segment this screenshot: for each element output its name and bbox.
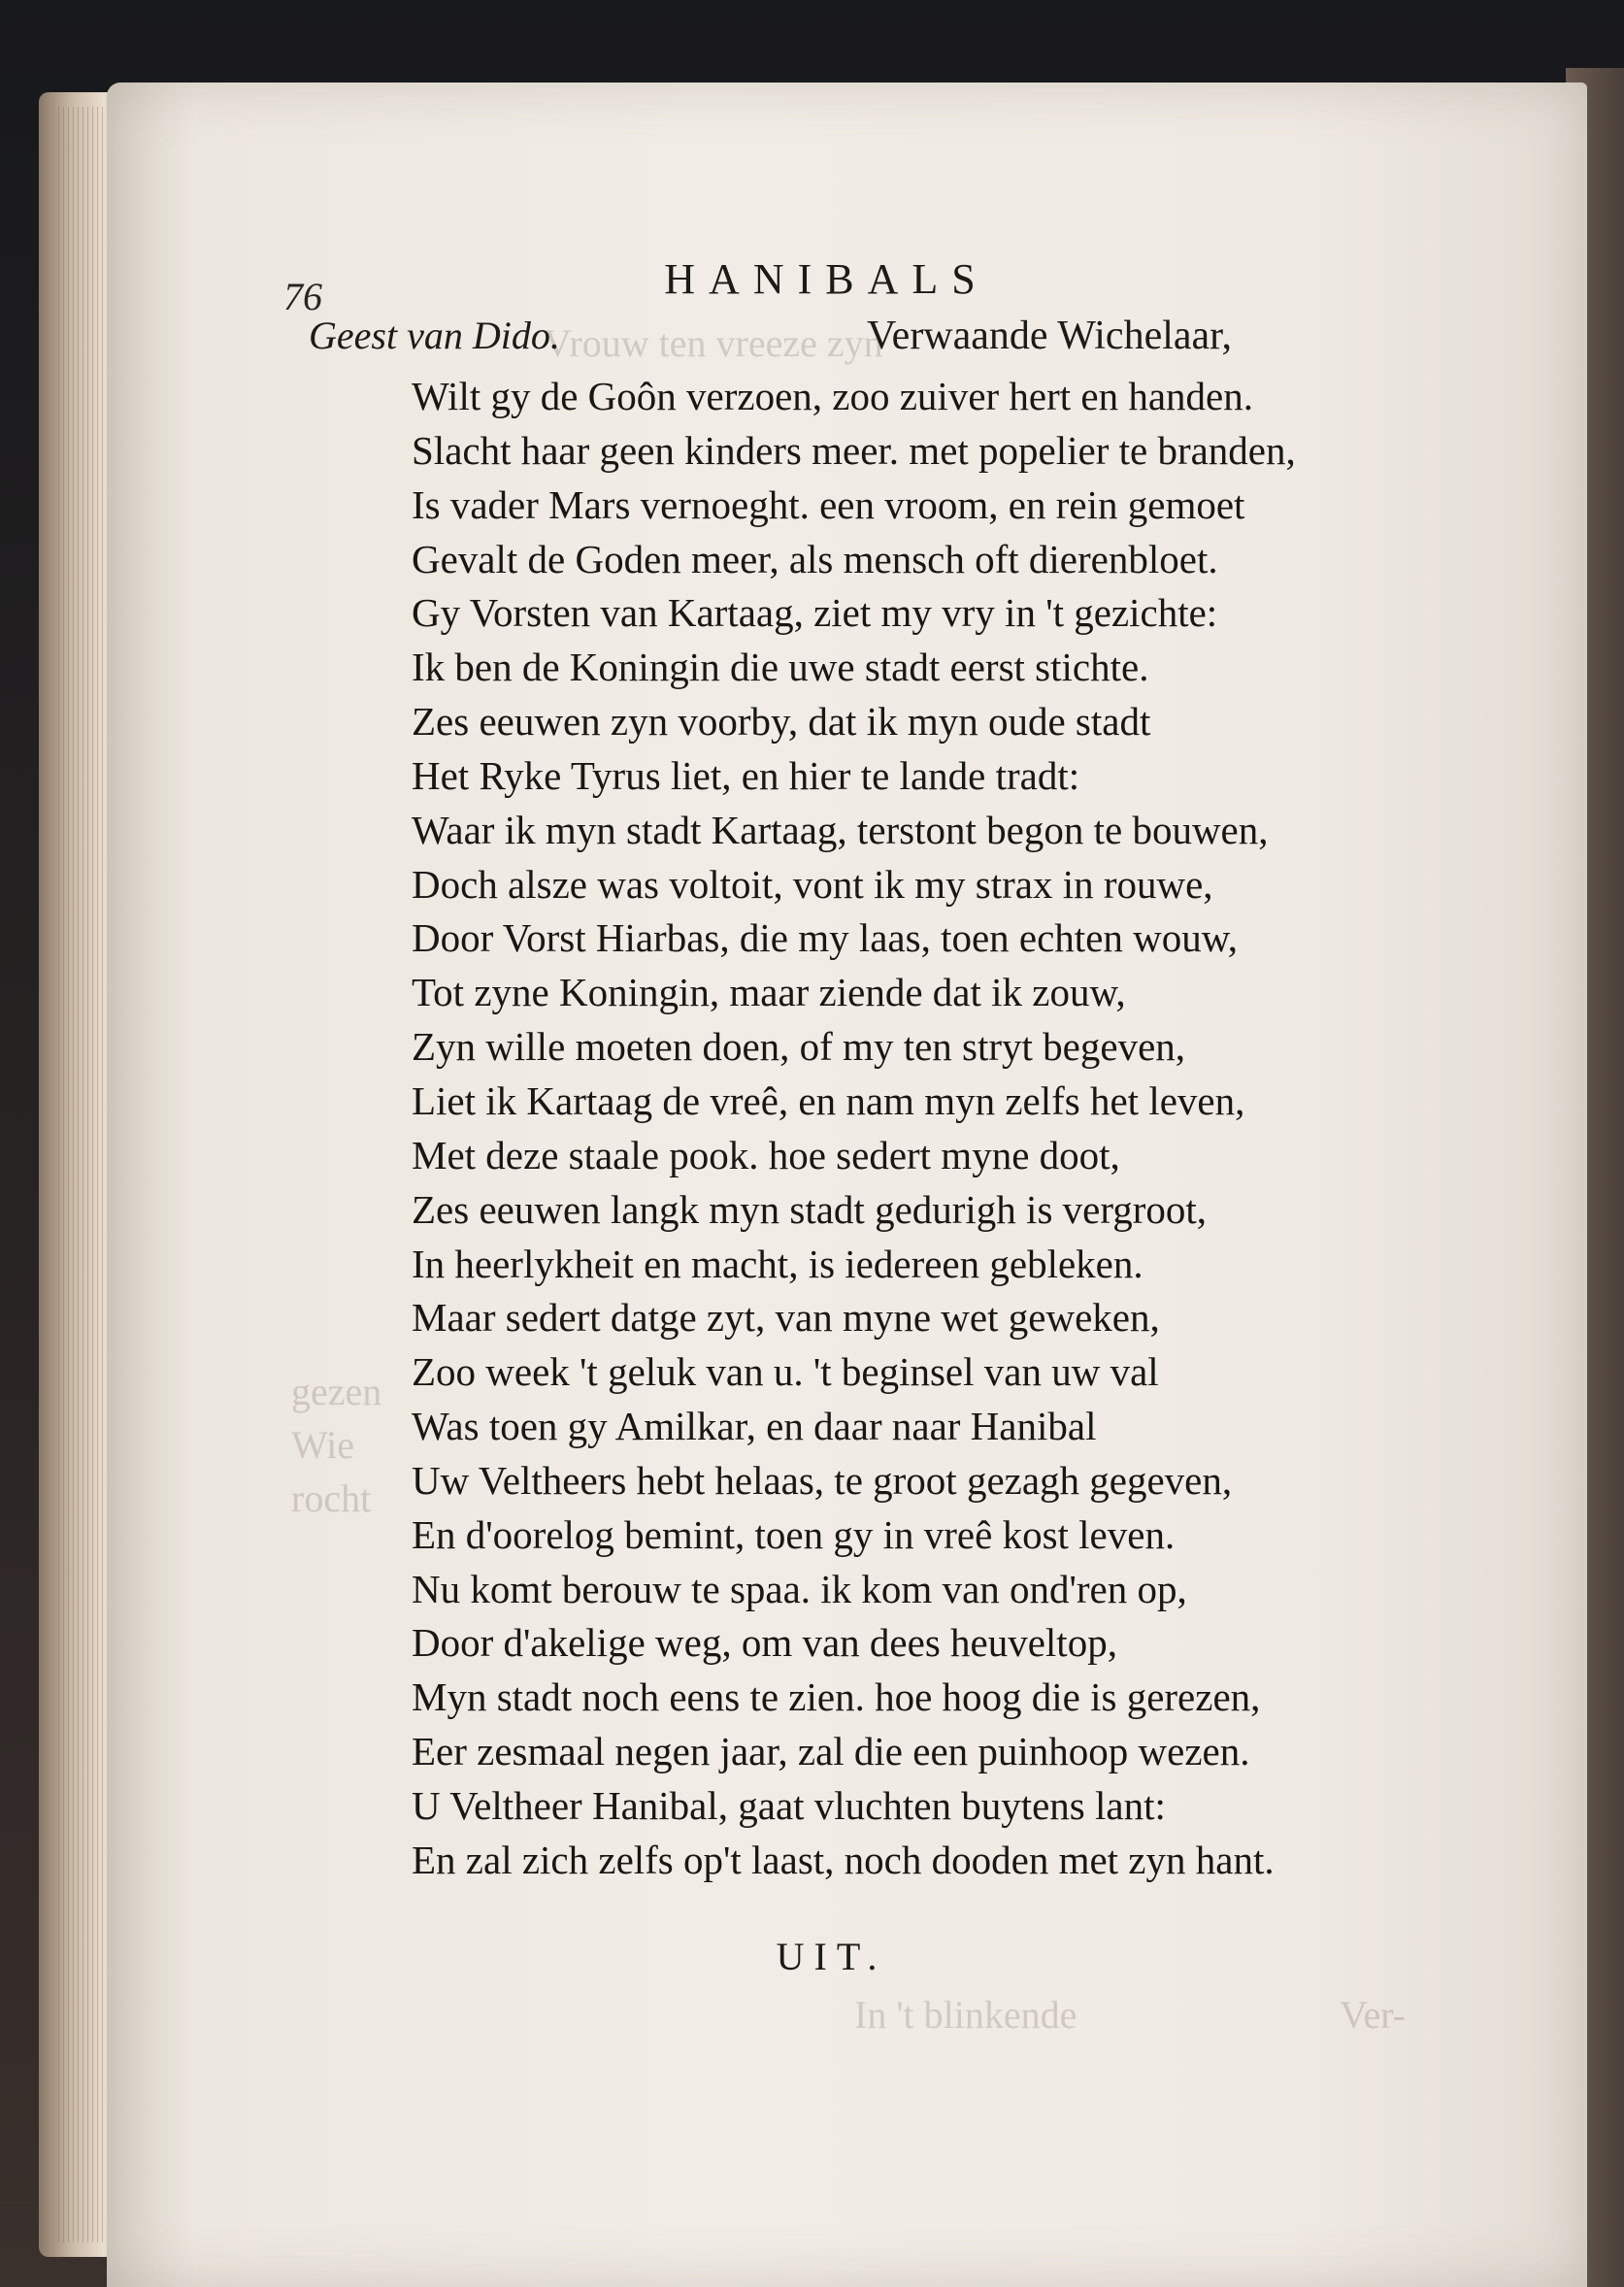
verse-line: Door Vorst Hiarbas, die my laas, toen echten wouw,: [412, 915, 1238, 961]
show-through-text: gezen: [291, 1370, 382, 1413]
verse-line: Gy Vorsten van Kartaag, ziet my vry in 't gezichte:: [412, 590, 1218, 636]
verse-line: Zyn wille moeten doen, of my ten stryt begeven,: [412, 1024, 1186, 1070]
verse-line: Zes eeuwen zyn voorby, dat ik myn oude stadt: [412, 699, 1151, 745]
running-title: HANIBALS: [664, 255, 989, 303]
verse-line: Gevalt de Goden meer, als mensch oft dierenbloet.: [412, 536, 1218, 581]
verse-line: In heerlykheit en macht, is iedereen gebleken.: [412, 1241, 1143, 1286]
verse-line: Uw Veltheers hebt helaas, te groot gezagh gegeven,: [412, 1457, 1233, 1503]
verse-line: Zoo week 't geluk van u. 't beginsel van uw val: [412, 1349, 1159, 1395]
show-through-text: Vrouw ten vreeze zyn: [544, 321, 883, 365]
verse-line: Slacht haar geen kinders meer. met popelier te branden,: [412, 427, 1296, 473]
verse-line: En d'oorelog bemint, toen gy in vreê kost leven.: [412, 1511, 1176, 1557]
verse-line: Eer zesmaal negen jaar, zal die een puinhoop wezen.: [412, 1729, 1250, 1774]
verse-line: Waar ik myn stadt Kartaag, terstont begon te bouwen,: [412, 807, 1269, 852]
verse-line: U Veltheer Hanibal, gaat vluchten buytens lant:: [412, 1782, 1166, 1828]
show-through-text: Wie: [291, 1423, 355, 1467]
show-through-text: Ver-: [1340, 1993, 1407, 2037]
verse-block: [412, 370, 1296, 1888]
show-through-text: In 't blinkende: [854, 1993, 1077, 2037]
verse-line: Het Ryke Tyrus liet, en hier te lande tradt:: [412, 752, 1080, 798]
verse-line: Maar sedert datge zyt, van myne wet geweken,: [412, 1295, 1160, 1341]
verse-line: En zal zich zelfs op't laast, noch dooden met zyn hant.: [412, 1837, 1275, 1882]
verse-line: Was toen gy Amilkar, en daar naar Hanibal: [412, 1404, 1097, 1449]
verse-line: Verwaande Wichelaar,: [867, 314, 1232, 358]
show-through-text: rocht: [291, 1476, 372, 1520]
verse-line: Liet ik Kartaag de vreê, en nam myn zelfs het leven,: [412, 1077, 1245, 1123]
verse-line: Myn stadt noch eens te zien. hoe hoog die is gerezen,: [412, 1674, 1261, 1720]
page-number: 76: [283, 275, 322, 318]
verse-line: Door d'akelige weg, om van dees heuveltop,: [412, 1620, 1117, 1666]
verse-line: Is vader Mars vernoeght. een vroom, en rein gemoet: [412, 481, 1245, 527]
verse-line: Ik ben de Koningin die uwe stadt eerst stichte.: [412, 645, 1149, 690]
speaker-name: Geest van Dido.: [309, 314, 560, 357]
verse-line: Doch alsze was voltoit, vont ik my strax in rouwe,: [412, 861, 1213, 907]
verse-line: Zes eeuwen langk myn stadt gedurigh is vergroot,: [412, 1186, 1208, 1232]
verse-line: Tot zyne Koningin, maar ziende dat ik zouw,: [412, 970, 1126, 1015]
finis-mark: UIT.: [776, 1935, 887, 1978]
verse-line: Wilt gy de Goôn verzoen, zoo zuiver hert en handen.: [412, 374, 1254, 418]
verse-line: Nu komt berouw te spaa. ik kom van ond'ren op,: [412, 1566, 1187, 1611]
verse-line: Met deze staale pook. hoe sedert myne doot,: [412, 1132, 1120, 1177]
